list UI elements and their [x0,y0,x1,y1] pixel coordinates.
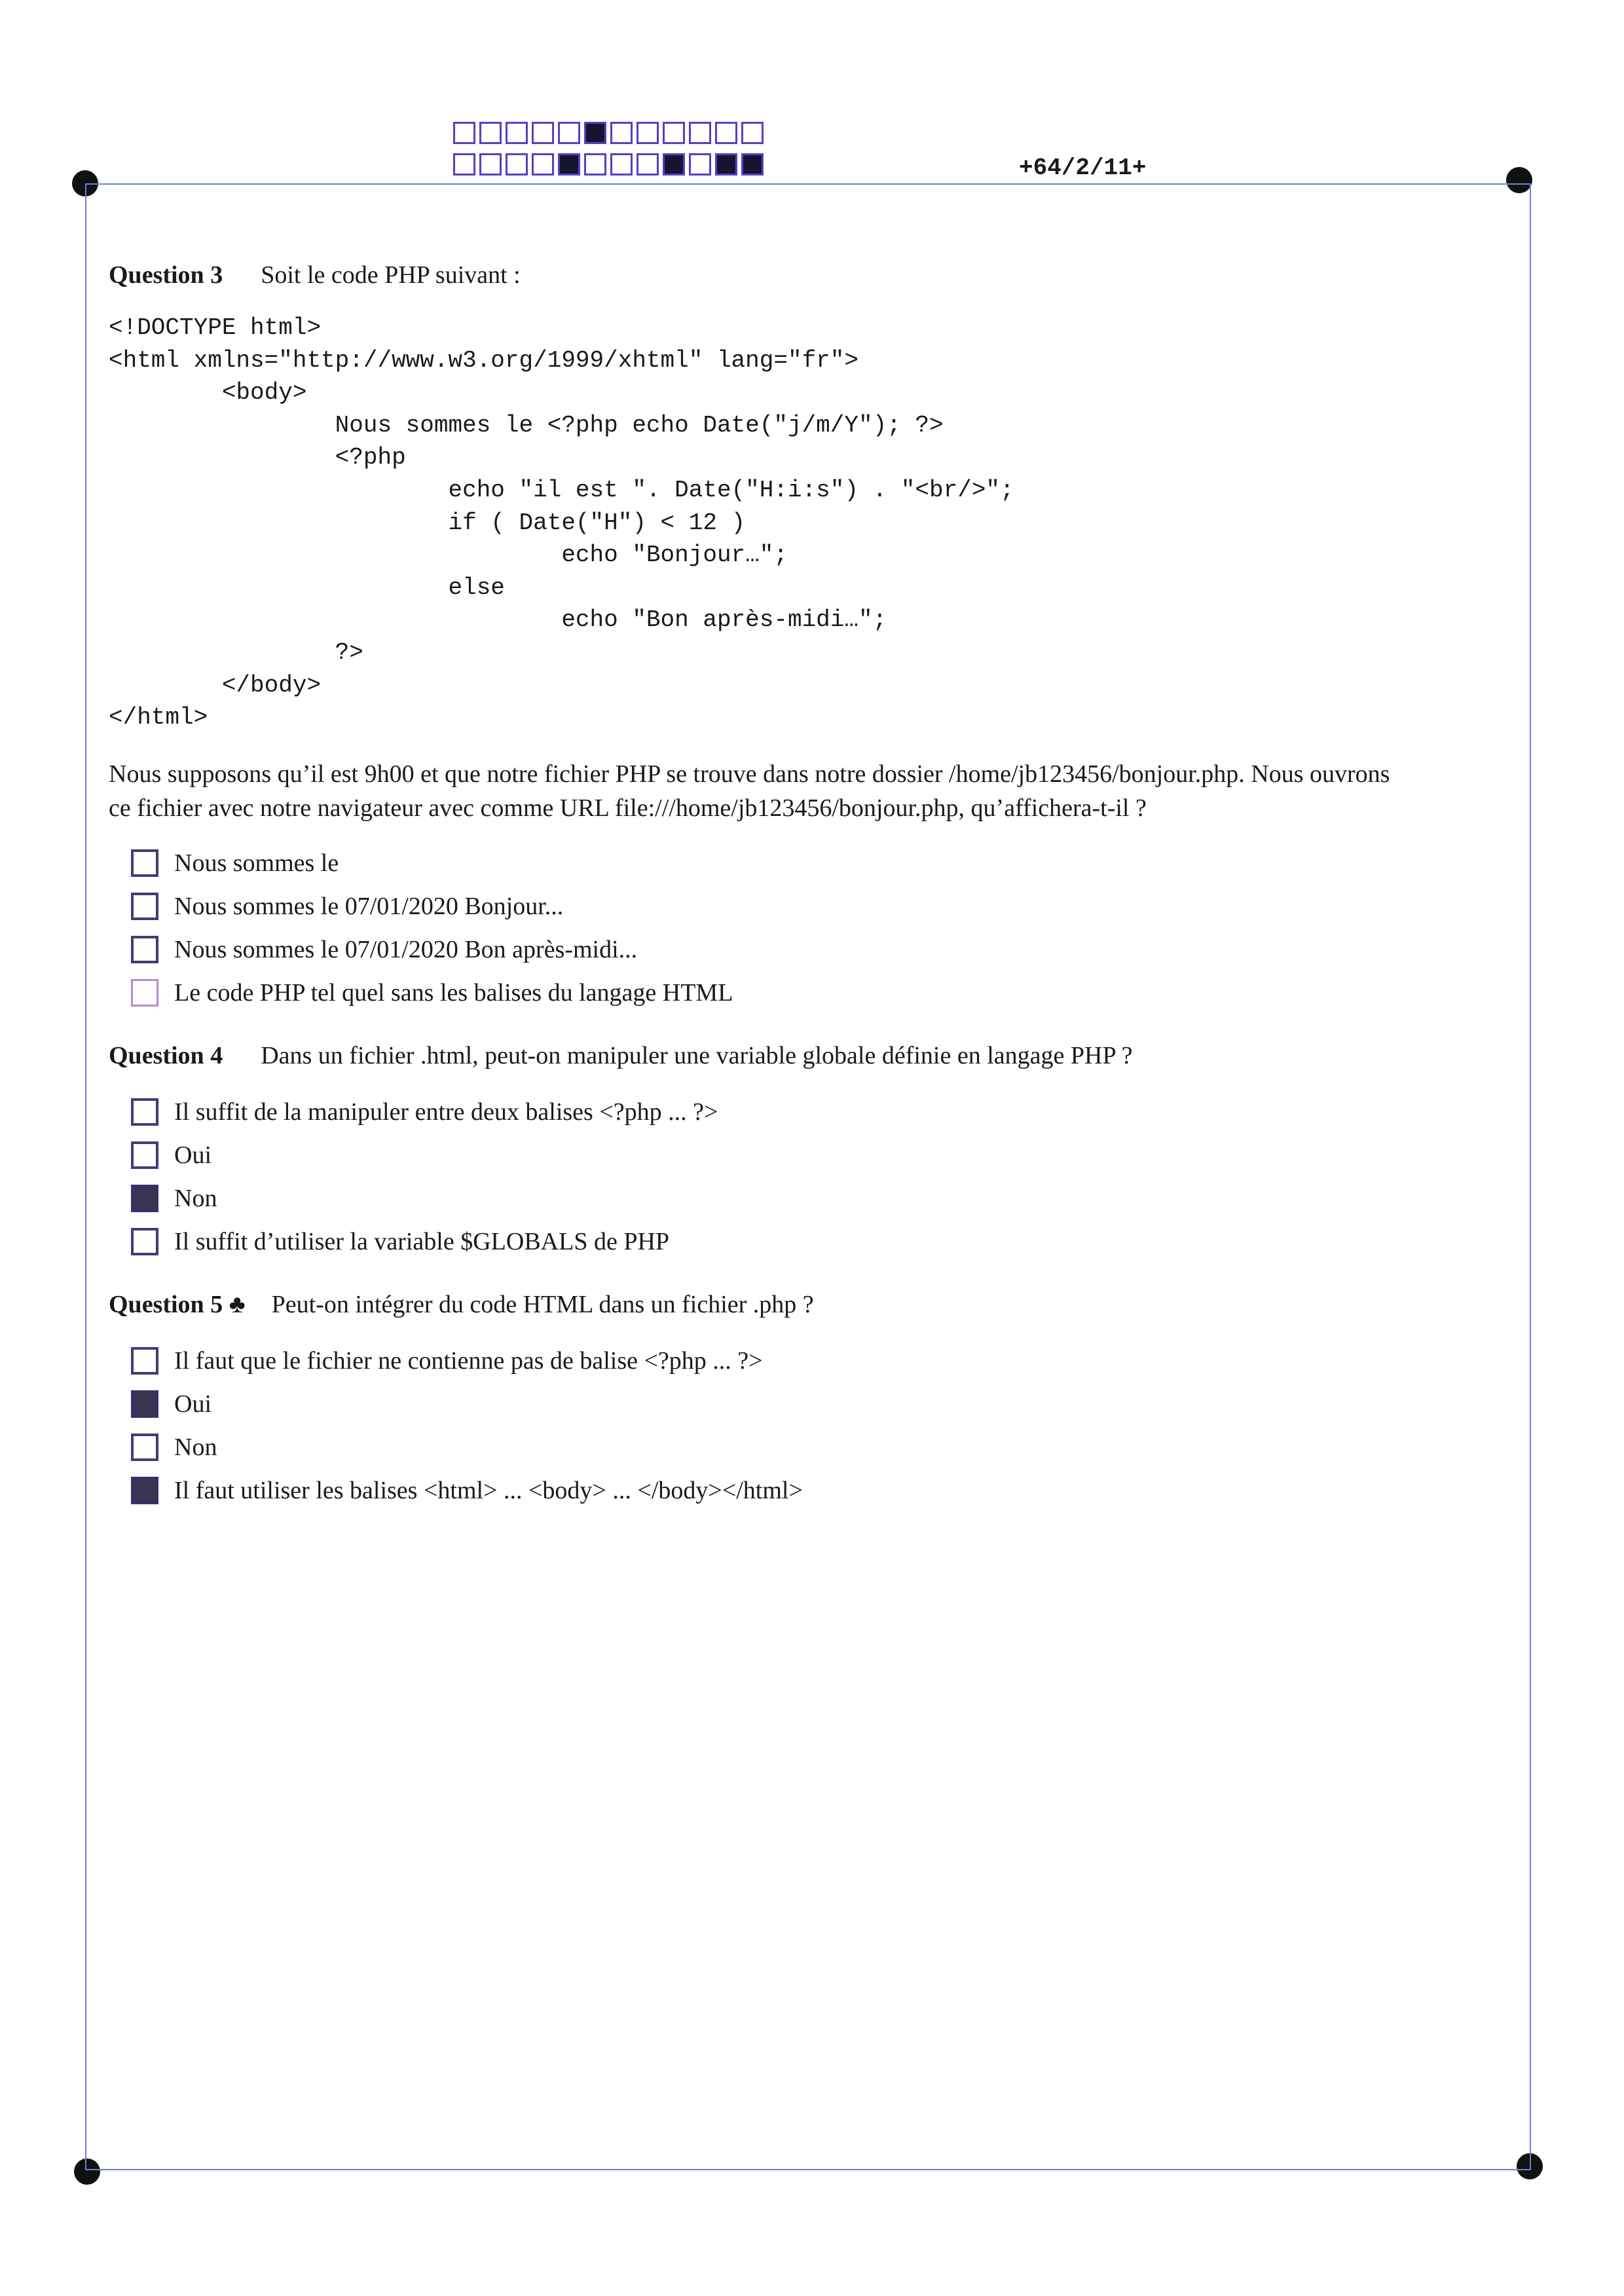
q3-option-1-label: Nous sommes le [174,849,339,877]
question-4-heading [109,1041,1133,1070]
q5-option-2-label: Oui [174,1390,212,1418]
q3-option-3-checkbox[interactable] [131,936,158,963]
q3-option-4-label: Le code PHP tel quel sans les balises du langage HTML [174,979,733,1007]
question-3-text-line-2: ce fichier avec notre navigateur avec comme URL file:///home/jb123456/bonjour.php, qu’affichera-t-il ? [109,794,1147,822]
q3-option-1-checkbox[interactable] [131,849,158,877]
q5-option-2[interactable] [131,1390,212,1418]
question-5-label: Question 5 ♣ [109,1291,246,1318]
q4-option-1[interactable] [131,1098,718,1126]
q5-option-3[interactable] [131,1433,217,1462]
question-3-text-line-1: Nous supposons qu’il est 9h00 et que notre fichier PHP se trouve dans notre dossier /home/jb123456/bonjour.php. Nous ouvrons [109,760,1390,788]
q4-option-2[interactable] [131,1141,212,1170]
q4-option-4-label: Il suffit d’utiliser la variable $GLOBALS de PHP [174,1228,670,1255]
barcode-cell [558,122,580,144]
question-5-heading [109,1290,814,1319]
page-id: +64/2/11+ [1019,155,1147,181]
barcode-cell [741,122,764,144]
question-4-prompt: Dans un fichier .html, peut-on manipuler une variable globale définie en langage PHP ? [261,1042,1133,1069]
q4-option-4-checkbox[interactable] [131,1228,158,1255]
barcode-cell [479,122,502,144]
q3-option-2-checkbox[interactable] [131,893,158,920]
q3-option-2-label: Nous sommes le 07/01/2020 Bonjour... [174,893,564,920]
barcode-cell [453,153,475,176]
q5-option-4-checkbox[interactable] [131,1477,158,1504]
q3-option-4[interactable] [131,978,733,1007]
barcode-cell [610,153,633,176]
q5-option-3-checkbox[interactable] [131,1434,158,1461]
q4-option-3[interactable] [131,1184,217,1213]
barcode-cell [663,122,685,144]
barcode-cell [532,122,554,144]
q4-option-1-checkbox[interactable] [131,1098,158,1126]
barcode-cell [506,122,528,144]
barcode-cell [584,153,606,176]
question-3-heading [109,261,521,289]
q3-option-1[interactable] [131,849,339,878]
barcode-row-2 [453,153,764,176]
barcode-cell [715,122,737,144]
barcode-cell [479,153,502,176]
barcode-cell [532,153,554,176]
barcode-cell [558,153,580,176]
q5-option-2-checkbox[interactable] [131,1390,158,1418]
barcode-cell [637,153,659,176]
q5-option-1-label: Il faut que le fichier ne contienne pas de balise <?php ... ?> [174,1347,763,1375]
barcode-cell [689,153,711,176]
barcode-cell [741,153,764,176]
barcode-cell [663,153,685,176]
q4-option-4[interactable] [131,1227,669,1256]
q4-option-3-checkbox[interactable] [131,1185,158,1212]
barcode-cell [689,122,711,144]
question-3-prompt: Soit le code PHP suivant : [261,261,521,289]
barcode-cell [453,122,475,144]
question-3-text [109,757,1510,825]
barcode-cell [715,153,737,176]
barcode-cell [637,122,659,144]
q4-option-3-label: Non [174,1185,217,1212]
q5-option-1[interactable] [131,1346,763,1375]
q4-option-2-label: Oui [174,1141,212,1169]
question-3-label: Question 3 [109,261,223,289]
q5-option-4-label: Il faut utiliser les balises <html> ... <body> ... </body></html> [174,1477,803,1504]
q4-option-2-checkbox[interactable] [131,1141,158,1169]
q3-option-3-label: Nous sommes le 07/01/2020 Bon après-midi... [174,936,638,963]
q3-option-2[interactable] [131,892,563,921]
q5-option-3-label: Non [174,1434,217,1461]
php-code-block: <!DOCTYPE html> <html xmlns="http://www.w3.org/1999/xhtml" lang="fr"> <body> Nous sommes le <?php echo Date("j/m/Y"); ?> <?php echo "il est ". Date("H:i:s") . "<br/>"; if ( Date("H") < 12 ) echo "Bonjour…"; else echo "Bon après-midi…"; ?> </body> </html> [109,314,1014,731]
barcode-row-1 [453,122,764,144]
q3-option-4-checkbox[interactable] [131,979,158,1007]
q3-option-3[interactable] [131,935,637,964]
question-4-label: Question 4 [109,1042,223,1069]
barcode-cell [610,122,633,144]
q5-option-4[interactable] [131,1476,803,1505]
barcode-cell [506,153,528,176]
question-5-prompt: Peut-on intégrer du code HTML dans un fichier .php ? [271,1291,814,1318]
q5-option-1-checkbox[interactable] [131,1347,158,1375]
q4-option-1-label: Il suffit de la manipuler entre deux balises <?php ... ?> [174,1098,718,1126]
barcode-cell [584,122,606,144]
